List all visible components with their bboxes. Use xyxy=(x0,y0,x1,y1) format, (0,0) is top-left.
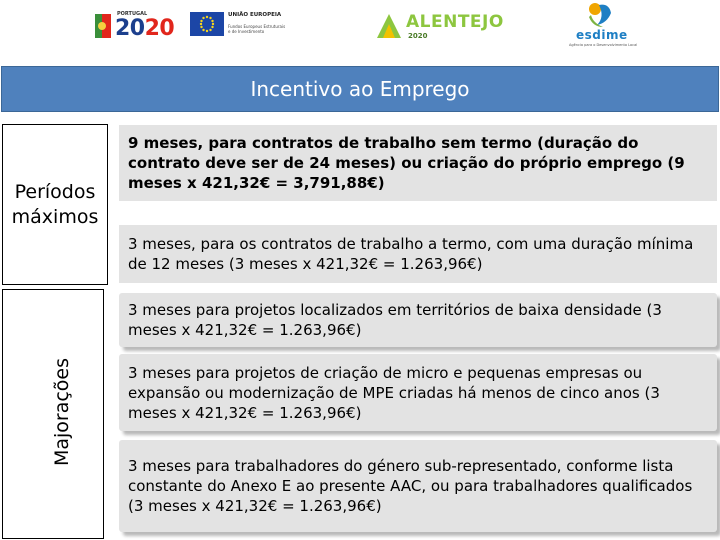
eu-title: UNIÃO EUROPEIA xyxy=(228,12,282,18)
portugal-2020-number: 2020 xyxy=(115,16,175,41)
esdime-name: esdime xyxy=(576,28,628,42)
majoracao-item-1: 3 meses para projetos localizados em territórios de baixa densidade (3 meses x 421,32€ = 1.263,96€) xyxy=(119,293,717,347)
periodo-item-2: 3 meses, para os contratos de trabalho a termo, com uma duração mínima de 12 meses (3 meses x 421,32€ = 1.263,96€) xyxy=(119,225,717,283)
portugal-flag-icon xyxy=(95,14,111,38)
eu-logo xyxy=(190,10,305,40)
esdime-mark-icon xyxy=(585,1,615,29)
alentejo-2020-logo xyxy=(375,10,504,44)
periodos-maximos-label: Períodos máximos xyxy=(2,124,108,285)
periodo-item-1: 9 meses, para contratos de trabalho sem termo (duração do contrato deve ser de 24 meses) ou criação do próprio emprego (9 meses x 421,32€ = 3,791,88€) xyxy=(119,125,717,201)
alentejo-name: ALENTEJO xyxy=(406,12,504,32)
majoracoes-label: Majorações xyxy=(51,357,73,467)
alentejo-mark-icon xyxy=(375,12,403,40)
portugal-2020-logo xyxy=(95,10,185,40)
eu-flag-icon xyxy=(190,12,224,36)
majoracao-item-2: 3 meses para projetos de criação de micro e pequenas empresas ou expansão ou modernização de MPE criadas há menos de cinco anos (3 meses x 421,32€ = 1.263,96€) xyxy=(119,354,717,431)
esdime-subtitle: Agência para o Desenvolvimento Local xyxy=(569,43,638,47)
eu-subtitle: Fundos Europeus Estruturais e de Investimento xyxy=(228,24,286,34)
esdime-logo xyxy=(565,0,640,50)
logo-bar xyxy=(0,0,720,52)
portugal-label: PORTUGAL xyxy=(117,11,148,17)
page-title: Incentivo ao Emprego xyxy=(1,66,719,112)
alentejo-year: 2020 xyxy=(408,32,428,40)
majoracao-item-3: 3 meses para trabalhadores do género sub-representado, conforme lista constante do Anexo E ao presente AAC, ou para trabalhadores qualificados (3 meses x 421,32€ = 1.263,96€) xyxy=(119,440,717,532)
